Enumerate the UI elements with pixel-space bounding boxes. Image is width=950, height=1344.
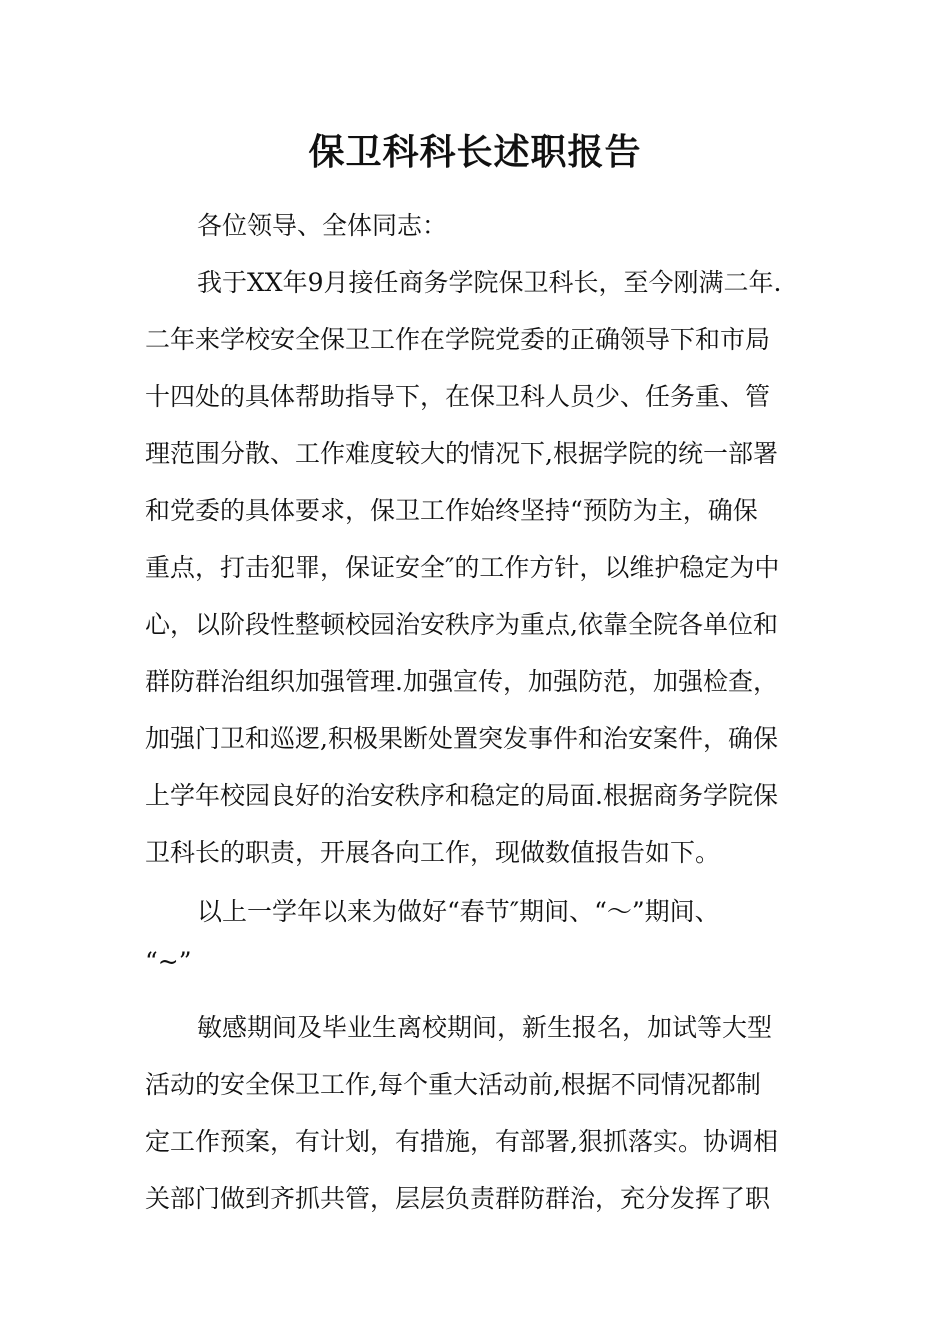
paragraph-line: “~” (145, 947, 192, 976)
paragraph-line: 定工作预案，有计划，有措施，有部署,狠抓落实。协调相 (145, 1127, 778, 1156)
paragraph-line: 心，以阶段性整顿校园治安秩序为重点,依靠全院各单位和 (145, 610, 778, 639)
paragraph-line: 十四处的具体帮助指导下，在保卫科人员少、任务重、管 (145, 382, 771, 411)
paragraph-line: 活动的安全保卫工作,每个重大活动前,根据不同情况都制 (145, 1070, 761, 1099)
paragraph-line: 和党委的具体要求，保卫工作始终坚持“预防为主，确保 (145, 496, 758, 525)
paragraph-line: 卫科长的职责，开展各向工作，现做数值报告如下。 (145, 838, 721, 867)
document-title: 保卫科科长述职报告 (308, 131, 642, 173)
paragraph-line: 敏感期间及毕业生离校期间，新生报名，加试等大型 (197, 1013, 773, 1042)
paragraph-line: 以上一学年以来为做好“春节″期间、“～”期间、 (197, 897, 720, 926)
paragraph-line: 群防群治组织加强管理.加强宣传，加强防范，加强检查， (145, 667, 778, 696)
salutation: 各位领导、全体同志： (197, 211, 448, 240)
paragraph-line: 理范围分散、工作难度较大的情况下,根据学院的统一部署 (145, 439, 778, 468)
paragraph-line: 关部门做到齐抓共管，层层负责群防群治，充分发挥了职 (145, 1184, 771, 1213)
paragraph-line: 上学年校园良好的治安秩序和稳定的局面.根据商务学院保 (145, 781, 778, 810)
paragraph-line: 加强门卫和巡逻,积极果断处置突发事件和治安案件，确保 (145, 724, 778, 753)
paragraph-line: 我于XX年9月接任商务学院保卫科长，至今刚满二年. (197, 268, 782, 297)
paragraph-line: 二年来学校安全保卫工作在学院党委的正确领导下和市局 (145, 325, 771, 354)
paragraph-line: 重点，打击犯罪，保证安全″的工作方针，以维护稳定为中 (145, 553, 780, 582)
